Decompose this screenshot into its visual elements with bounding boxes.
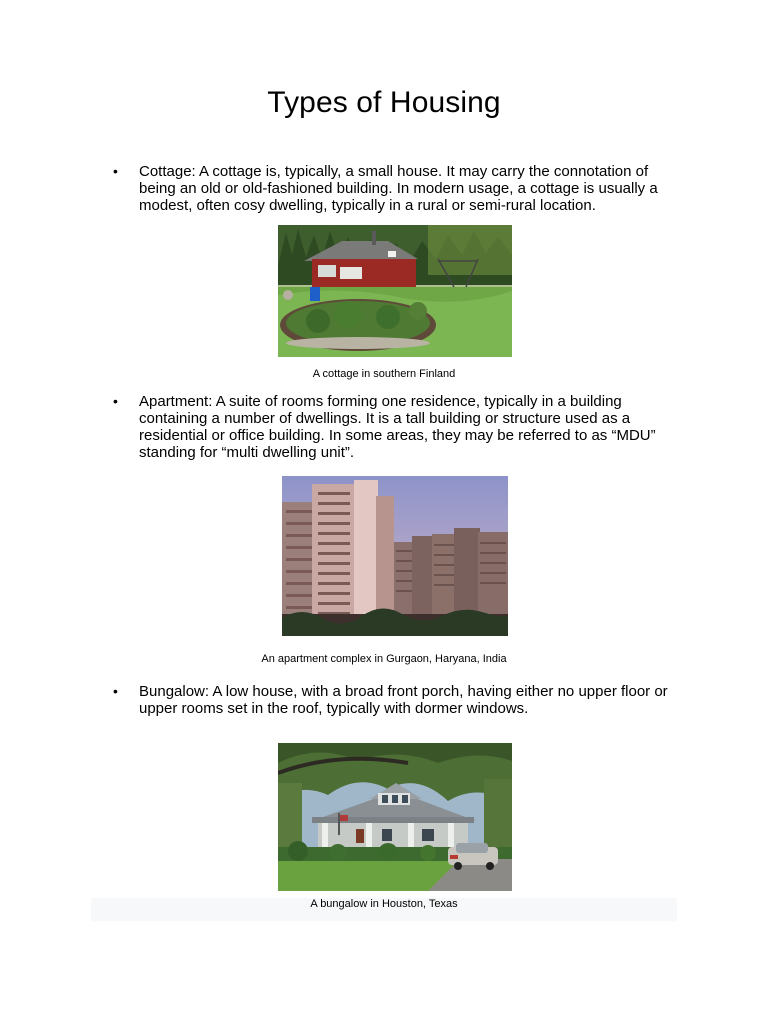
bullet-marker: • — [113, 683, 118, 699]
apartment-photo — [282, 476, 508, 636]
list-item-bungalow — [113, 683, 684, 717]
apartment-description: Apartment: A suite of rooms forming one residence, typically in a building containing a number of dwellings. It is a tall building or structure used as a residential or office building. In some areas, they may be referred to as “MDU” standing for “multi dwelling unit”. — [139, 393, 656, 461]
cottage-caption: A cottage in southern Finland — [312, 368, 456, 380]
bungalow-caption: A bungalow in Houston, Texas — [310, 898, 458, 910]
list-item-apartment — [113, 393, 684, 461]
page-title: Types of Housing — [267, 86, 501, 119]
apartment-caption: An apartment complex in Gurgaon, Haryana, India — [261, 653, 507, 665]
bungalow-photo — [278, 743, 512, 891]
bullet-marker: • — [113, 393, 118, 409]
bullet-marker: • — [113, 163, 118, 179]
cottage-description: Cottage: A cottage is, typically, a small house. It may carry the connotation of being an old or old-fashioned building. In modern usage, a cottage is usually a modest, often cosy dwelling, typically in a rural or semi-rural location. — [139, 163, 658, 214]
cottage-photo — [278, 225, 512, 357]
list-item-cottage — [113, 163, 684, 214]
bungalow-description: Bungalow: A low house, with a broad front porch, having either no upper floor or upper rooms set in the roof, typically with dormer windows. — [139, 683, 668, 717]
